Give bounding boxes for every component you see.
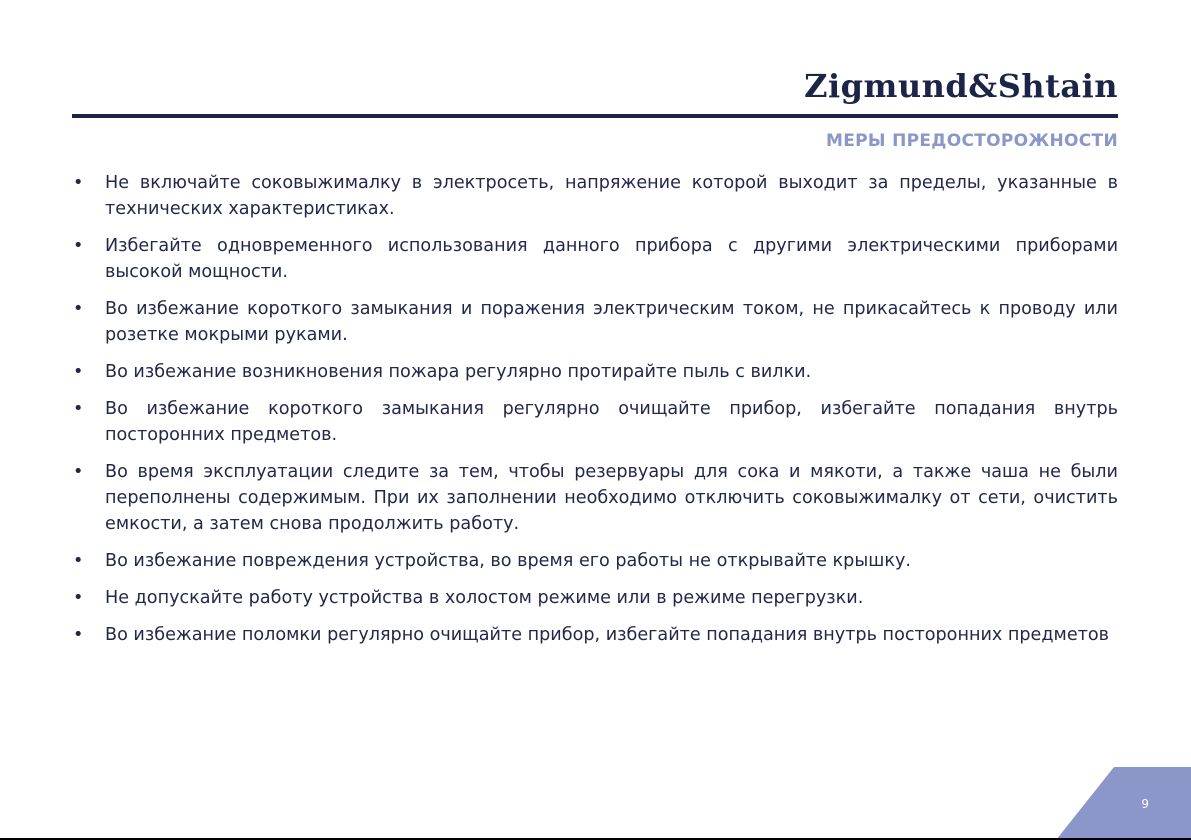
- corner-decoration: [1056, 767, 1191, 840]
- list-item-text: Во избежание короткого замыкания и поражения электрическим током, не прикасайтесь к проводу или розетке мокрыми руками.: [105, 299, 1118, 345]
- list-item: [72, 622, 1118, 648]
- list-item: [72, 170, 1118, 222]
- brand-logo: Zigmund&Shtain: [804, 67, 1118, 105]
- precautions-list: [72, 170, 1118, 659]
- list-item-text: Избегайте одновременного использования данного прибора с другими электрическими приборами высокой мощности.: [105, 236, 1118, 282]
- list-item-text: Не допускайте работу устройства в холостом режиме или в режиме перегрузки.: [105, 588, 864, 608]
- list-item-text: Не включайте соковыжималку в электросеть, напряжение которой выходит за пределы, указанные в технических характеристиках.: [105, 173, 1118, 219]
- list-item-text: Во избежание короткого замыкания регулярно очищайте прибор, избегайте попадания внутрь посторонних предметов.: [105, 399, 1118, 445]
- list-item-text: Во избежание возникновения пожара регулярно протирайте пыль с вилки.: [105, 362, 812, 382]
- bullet-icon: •: [73, 625, 84, 645]
- list-item-text: Во избежание поломки регулярно очищайте прибор, избегайте попадания внутрь посторонних предметов: [105, 625, 1110, 645]
- bullet-icon: •: [73, 362, 84, 382]
- page-number: 9: [1141, 797, 1149, 811]
- bullet-icon: •: [73, 462, 84, 482]
- list-item: [72, 233, 1118, 285]
- list-item-text: Во избежание повреждения устройства, во время его работы не открывайте крышку.: [105, 551, 911, 571]
- list-item-text: Во время эксплуатации следите за тем, чтобы резервуары для сока и мякоти, а также чаша не были переполнены содержимым. При их заполнении необходимо отключить соковыжималку от сети, очистить емкости, а затем снова продолжить работу.: [105, 462, 1118, 534]
- corner-shape: [1056, 767, 1191, 840]
- list-item: [72, 548, 1118, 574]
- list-item: [72, 296, 1118, 348]
- list-item: [72, 396, 1118, 448]
- bullet-icon: •: [73, 299, 84, 319]
- list-item: [72, 585, 1118, 611]
- bullet-icon: •: [73, 588, 84, 608]
- bullet-icon: •: [73, 399, 84, 419]
- bullet-icon: •: [73, 236, 84, 256]
- list-item: [72, 459, 1118, 537]
- header-rule: [72, 114, 1118, 118]
- list-item: [72, 359, 1118, 385]
- section-title: МЕРЫ ПРЕДОСТОРОЖНОСТИ: [826, 131, 1118, 151]
- bullet-icon: •: [73, 551, 84, 571]
- bullet-icon: •: [73, 173, 84, 193]
